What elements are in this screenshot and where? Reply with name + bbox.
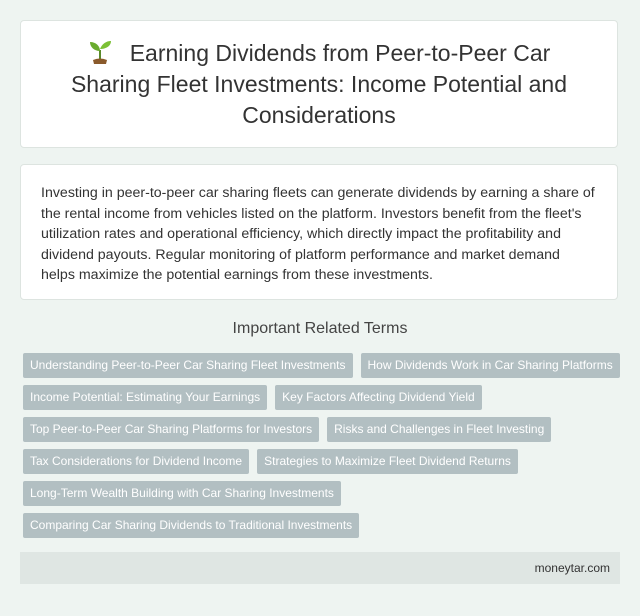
related-term-tag[interactable]: Long-Term Wealth Building with Car Sharing Investments	[23, 481, 341, 506]
related-term-tag[interactable]: Tax Considerations for Dividend Income	[23, 449, 249, 474]
related-term-tag[interactable]: Strategies to Maximize Fleet Dividend Returns	[257, 449, 518, 474]
tag-row	[23, 513, 623, 538]
related-terms-heading: Important Related Terms	[232, 320, 408, 337]
related-term-tag[interactable]: Understanding Peer-to-Peer Car Sharing Fleet Investments	[23, 353, 353, 378]
related-term-tag[interactable]: How Dividends Work in Car Sharing Platforms	[361, 353, 620, 378]
related-term-tag[interactable]: Income Potential: Estimating Your Earnings	[23, 385, 267, 410]
site-name[interactable]: moneytar.com	[534, 561, 610, 575]
summary-text: Investing in peer-to-peer car sharing fleets can generate dividends by earning a share of the rental income from vehicles listed on the platform. Investors benefit from the fleet's utilization rates and operational efficiency, which directly impact the profitability and dividend payouts. Regular monitoring of platform performance and market demand helps maximize the potential earnings from these investments.	[41, 185, 595, 283]
related-terms-list	[23, 353, 623, 545]
related-term-tag[interactable]: Key Factors Affecting Dividend Yield	[275, 385, 482, 410]
tag-row	[23, 481, 623, 506]
tag-row	[23, 385, 623, 410]
sprout-icon	[88, 38, 112, 64]
related-term-tag[interactable]: Top Peer-to-Peer Car Sharing Platforms for Investors	[23, 417, 319, 442]
related-term-tag[interactable]: Comparing Car Sharing Dividends to Traditional Investments	[23, 513, 359, 538]
tag-row	[23, 417, 623, 442]
footer	[20, 552, 620, 584]
page-title	[21, 38, 617, 131]
summary-card	[20, 164, 618, 300]
page-title-text: Earning Dividends from Peer-to-Peer Car Sharing Fleet Investments: Income Potential and Considerations	[70, 39, 568, 128]
title-card	[20, 20, 618, 148]
tag-row	[23, 353, 623, 378]
related-term-tag[interactable]: Risks and Challenges in Fleet Investing	[327, 417, 551, 442]
tag-row	[23, 449, 623, 474]
